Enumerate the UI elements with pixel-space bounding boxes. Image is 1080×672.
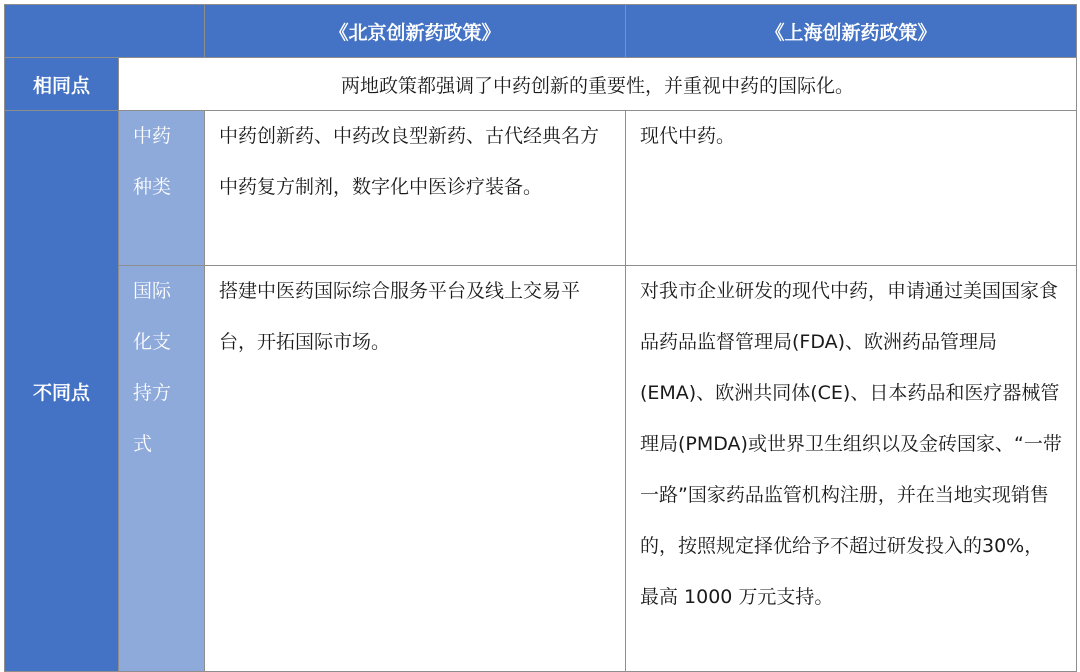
same-row [5, 58, 1077, 111]
types-shanghai: 现代中药。 [640, 125, 736, 147]
intl-beijing: 搭建中医药国际综合服务平台及线上交易平台，开拓国际市场。 [219, 280, 581, 353]
header-corner-cell [5, 5, 205, 58]
intl-beijing-cell [205, 266, 626, 672]
same-label: 相同点 [5, 58, 119, 111]
types-label: 中药种类 [133, 125, 172, 198]
intl-shanghai: 对我市企业研发的现代中药，申请通过美国国家食品药品监督管理局(FDA)、欧洲药品管理局(EMA)、欧洲共同体(CE)、日本药品和医疗器械管理局(PMDA)或世界卫生组织以及金砖国家、“一带一路”国家药品监管机构注册，并在当地实现销售的，按照规定择优给予不超过研发投入的30%，最高 1000 万元支持。 [640, 280, 1062, 608]
types-label-cell [119, 111, 205, 266]
intl-label: 国际化支持方式 [133, 280, 172, 455]
types-beijing: 中药创新药、中药改良型新药、古代经典名方中药复方制剂，数字化中医诊疗装备。 [219, 125, 600, 198]
same-text: 两地政策都强调了中药创新的重要性，并重视中药的国际化。 [119, 58, 1077, 111]
header-row [5, 5, 1077, 58]
types-row [5, 111, 1077, 266]
intl-label-cell [119, 266, 205, 672]
comparison-table [4, 4, 1077, 672]
header-shanghai: 《上海创新药政策》 [626, 5, 1077, 58]
policy-comparison [4, 4, 1076, 664]
intl-row [5, 266, 1077, 672]
header-beijing: 《北京创新药政策》 [205, 5, 626, 58]
intl-shanghai-cell [626, 266, 1077, 672]
types-beijing-cell [205, 111, 626, 266]
diff-label: 不同点 [5, 111, 119, 672]
types-shanghai-cell [626, 111, 1077, 266]
